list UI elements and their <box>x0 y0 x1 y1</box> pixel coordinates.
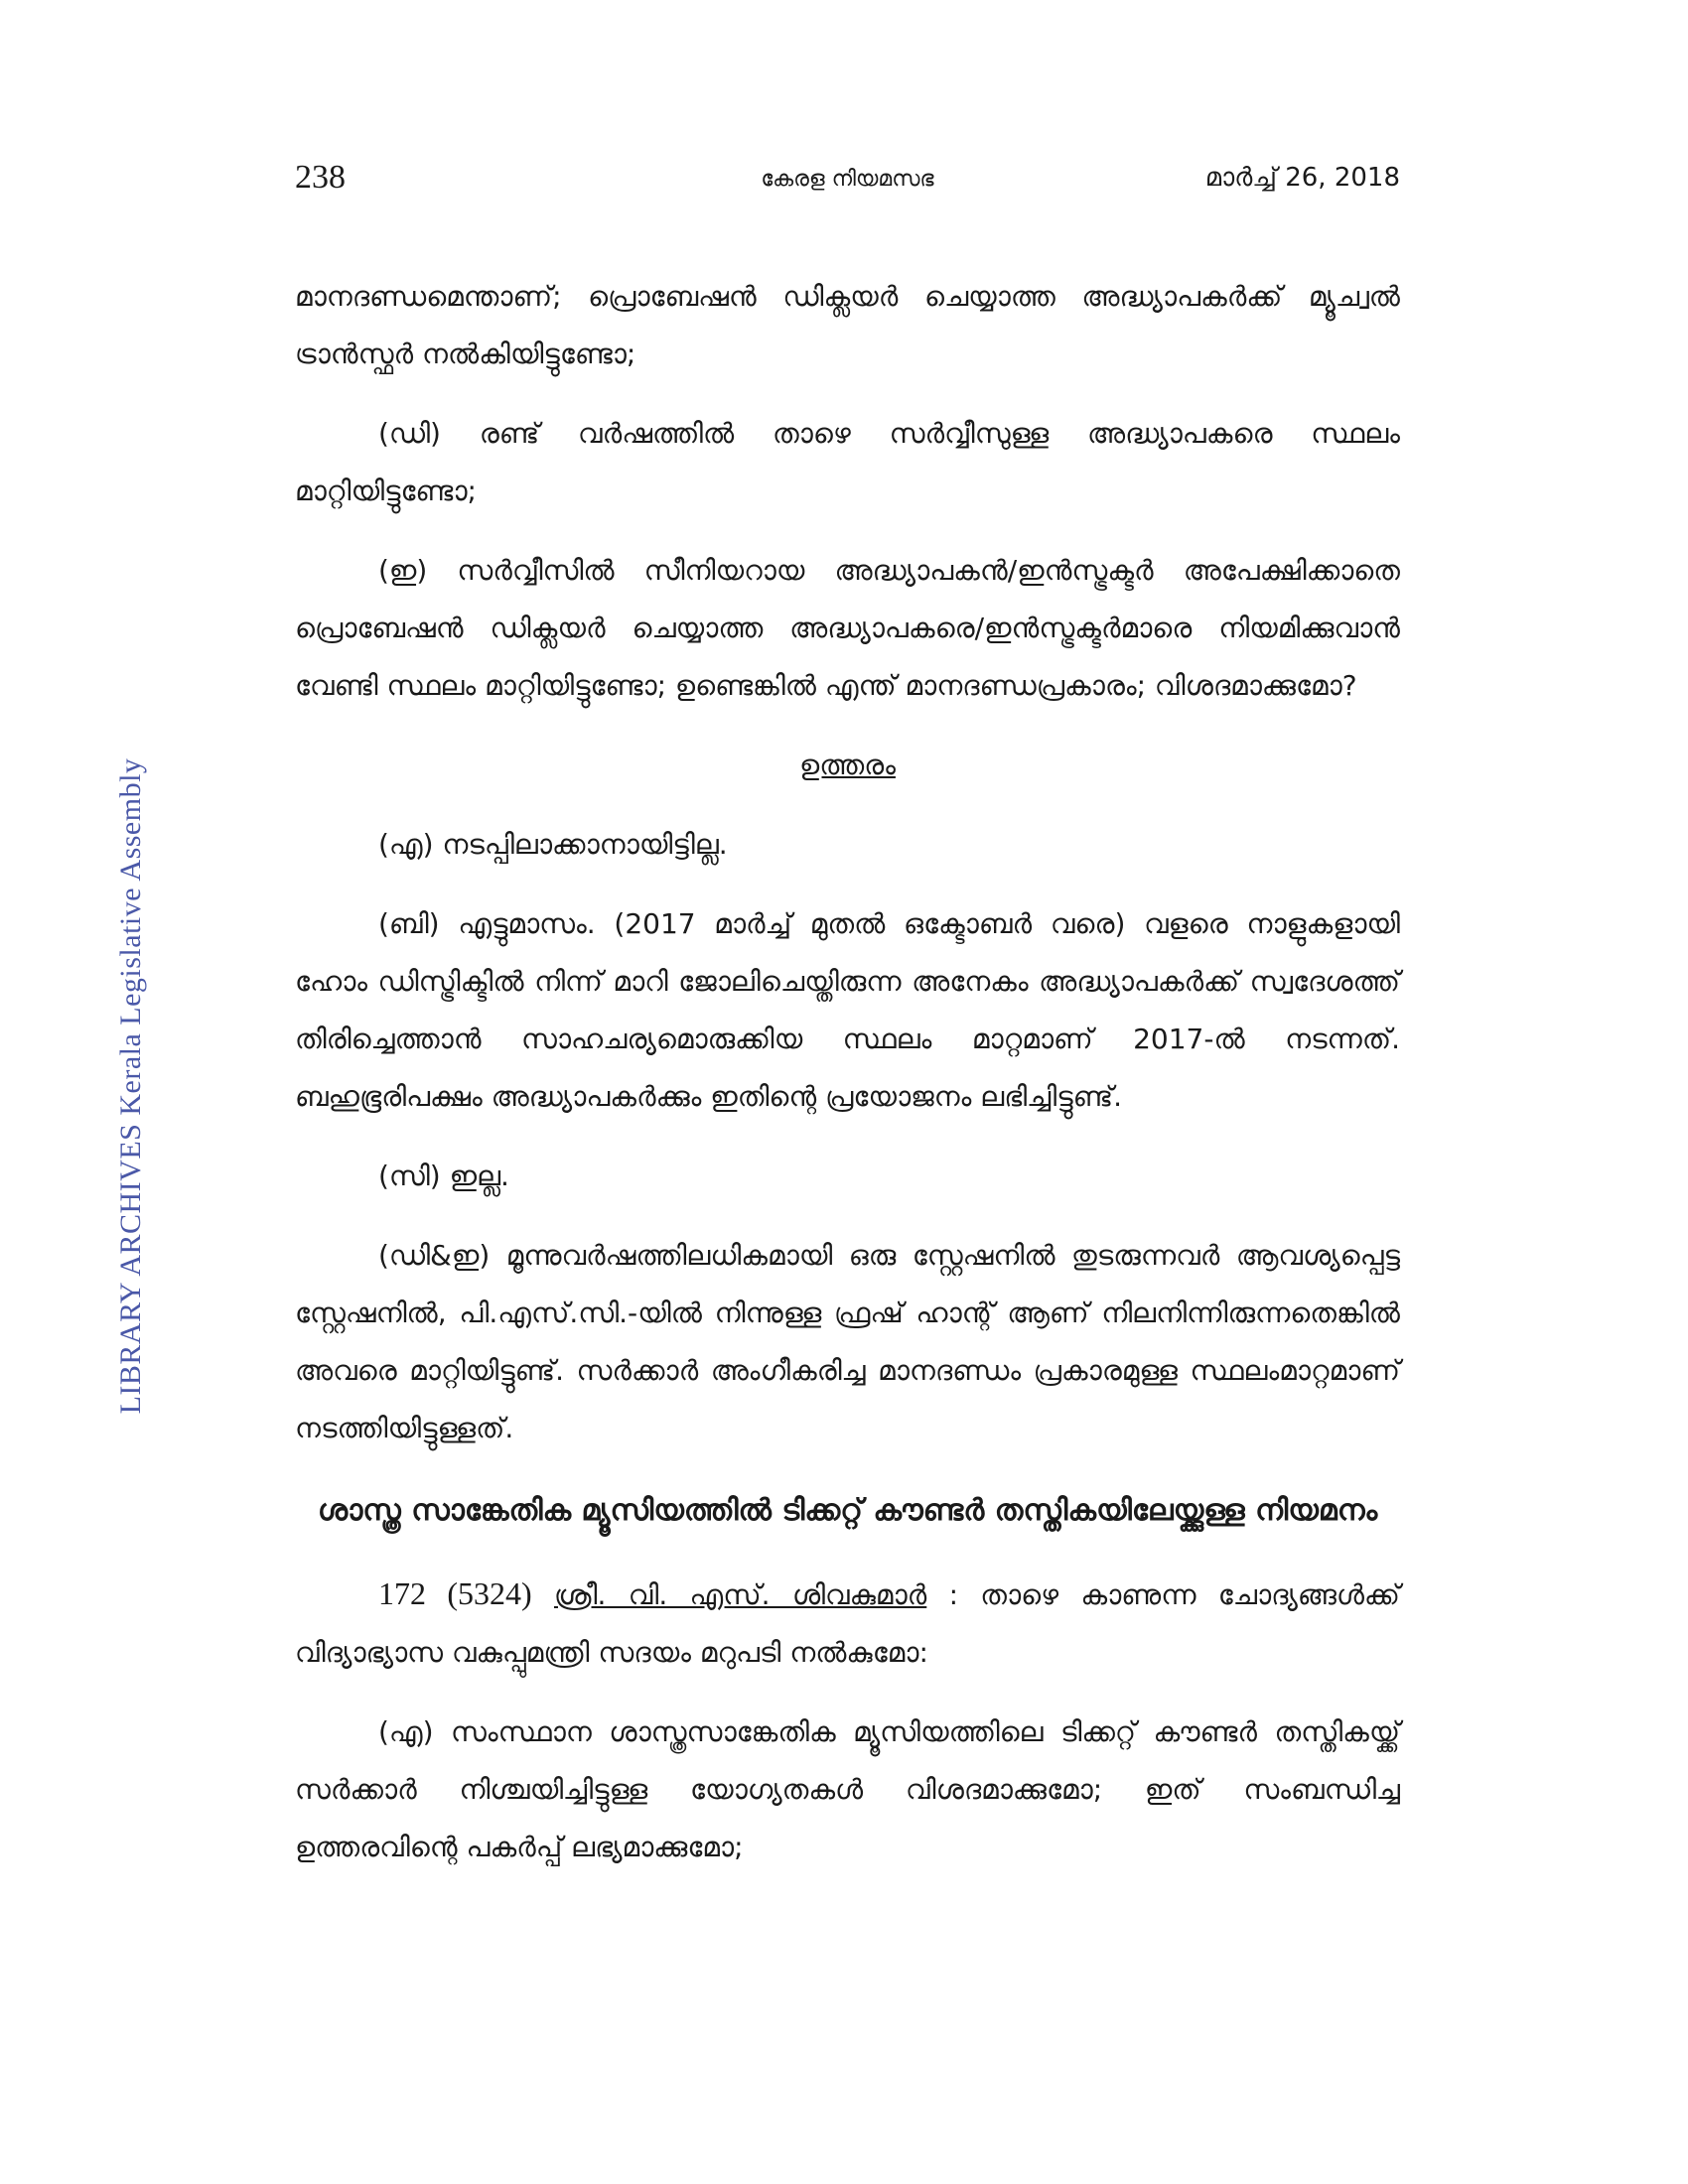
question-d: (ഡി) രണ്ട് വർഷത്തിൽ താഴെ സർവ്വീസുള്ള അദ്ധ്യാപകരെ സ്ഥലം മാറ്റിയിട്ടുണ്ടോ; <box>295 417 1400 507</box>
question-number: 172 (5324) <box>378 1575 532 1611</box>
question-member: ശ്രീ. വി. എസ്. ശിവകുമാർ <box>554 1578 927 1611</box>
document-body <box>295 268 1400 1898</box>
page-header <box>295 159 1400 208</box>
answer-c: (സി) ഇല്ല. <box>378 1160 509 1192</box>
answer-b: (ബി) എട്ടുമാസം. (2017 മാർച്ച് മുതൽ ഒക്ടോബർ വരെ) വളരെ നാളുകളായി ഹോം ഡിസ്ട്രിക്ടിൽ നിന്ന് മാറി ജോലിചെയ്തിരുന്ന അനേകം അദ്ധ്യാപകർക്ക് സ്വദേശത്ത് തിരിച്ചെത്താൻ സാഹചര്യമൊരുക്കിയ സ്ഥലം മാറ്റമാണ് 2017-ൽ നടന്നത്. ബഹുഭൂരിപക്ഷം അദ്ധ്യാപകർക്കും ഇതിന്റെ പ്രയോജനം ലഭിച്ചിട്ടുണ്ട്. <box>295 907 1400 1113</box>
question-intro-text: : താഴെ കാണുന്ന ചോദ്യങ്ങൾക്ക് വിദ്യാഭ്യാസ വകുപ്പുമന്ത്രി സദയം മറുപടി നൽകുമോ: <box>295 1578 1400 1669</box>
question-continuation: മാനദണ്ഡമെന്താണ്; പ്രൊബേഷൻ ഡിക്ലയർ ചെയ്യാത്ത അദ്ധ്യാപകർക്ക് മ്യൂച്വൽ ട്രാൻസ്ഫർ നൽകിയിട്ടുണ്ടോ; <box>295 280 1400 370</box>
running-title: കേരള നിയമസഭ <box>761 167 934 192</box>
section-title: ശാസ്ത്ര സാങ്കേതിക മ്യൂസിയത്തിൽ ടിക്കറ്റ് കൗണ്ടർ തസ്തികയിലേയ്ക്കുള്ള നിയമനം <box>317 1493 1378 1528</box>
page-number: 238 <box>295 159 346 196</box>
header-date: മാർച്ച് 26, 2018 <box>1204 163 1400 193</box>
answer-d-e: (ഡി&ഇ) മൂന്നുവർഷത്തിലധികമായി ഒരു സ്റ്റേഷനിൽ തുടരുന്നവർ ആവശ്യപ്പെട്ട സ്റ്റേഷനിൽ, പി.എസ്.സി.-യിൽ നിന്നുള്ള ഫ്രഷ് ഹാന്റ് ആണ് നിലനിന്നിരുന്നതെങ്കിൽ അവരെ മാറ്റിയിട്ടുണ്ട്. സർക്കാർ അംഗീകരിച്ച മാനദണ്ഡം പ്രകാരമുള്ള സ്ഥലംമാറ്റമാണ് നടത്തിയിട്ടുള്ളത്. <box>295 1239 1400 1444</box>
archive-watermark: LIBRARY ARCHIVES Kerala Legislative Assembly <box>114 757 147 1415</box>
question-172-intro <box>295 1565 1400 1682</box>
answer-heading: ഉത്തരം <box>799 749 896 781</box>
answer-a: (എ) നടപ്പിലാക്കാനായിട്ടില്ല. <box>378 828 728 861</box>
question-172-a: (എ) സംസ്ഥാന ശാസ്ത്രസാങ്കേതിക മ്യൂസിയത്തിലെ ടിക്കറ്റ് കൗണ്ടർ തസ്തികയ്ക്ക് സർക്കാർ നിശ്ചയിച്ചിട്ടുള്ള യോഗ്യതകൾ വിശദമാക്കുമോ; ഇത് സംബന്ധിച്ച ഉത്തരവിന്റെ പകർപ്പ് ലഭ്യമാക്കുമോ; <box>295 1715 1400 1863</box>
question-e: (ഇ) സർവ്വീസിൽ സീനിയറായ അദ്ധ്യാപകൻ/ഇൻസ്ട്രക്ടർ അപേക്ഷിക്കാതെ പ്രൊബേഷൻ ഡിക്ലയർ ചെയ്യാത്ത അദ്ധ്യാപകരെ/ഇൻസ്ട്രക്ടർമാരെ നിയമിക്കുവാൻ വേണ്ടി സ്ഥലം മാറ്റിയിട്ടുണ്ടോ; ഉണ്ടെങ്കിൽ എന്ത് മാനദണ്ഡപ്രകാരം; വിശദമാക്കുമോ? <box>295 554 1400 702</box>
